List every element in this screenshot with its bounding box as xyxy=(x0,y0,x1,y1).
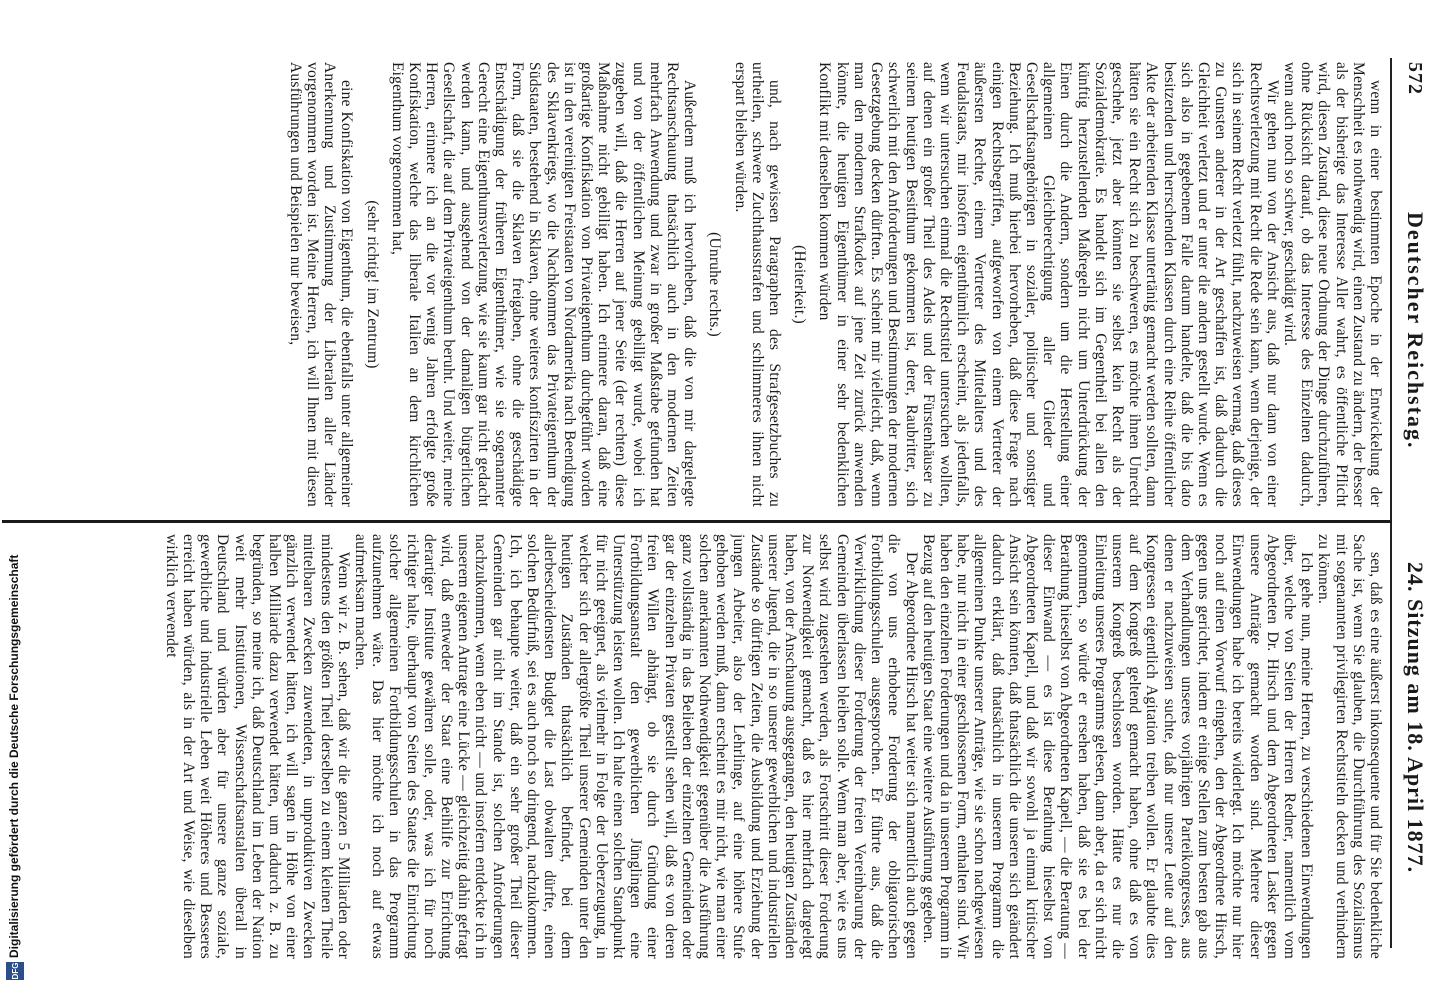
paragraph: Der Abgeordnete Hirsch hat weiter sich namentlich auch gegen die von uns erhobene Forderung der obligatorischen Fortbildungsschulen ausgesprochen. Er führte aus, daß die Verwirklichung dieser Forderung der freien Vereinbarung der Gemeinden überlassen bleiben solle. Wenn man aber, wie es uns selbst wird zugestehen werden, als Fortschritt dieser Forderung zur Notwendigkeit gemacht, daß es hier mehrfach dargelegt haben, von der Anschauung ausgegangen, den heutigen Zuständen unserer Jugend, die in so unserer gewerblichen und industriellen Zustände so dürftigen Zeiten, die Ausbildung und Erziehung der jungen Arbeiter, also der Lehrlinge, auf eine höhere Stufe gehoben werden muß, dann erscheint es mir nicht, wie man einer solchen anerkannten Nothwendigkeit gegenüber die Ausführung ganz vollständig in das Belieben der einzelnen Gemeinden oder gar der einzelnen Privaten gestellt sehen will, daß es von deren freien Willen abhängt, ob sie durch Gründung einer Fortbildungsanstalt den gewerblichen Jünglingen eine Unterstützung leisten wollen. Ich halte einen solchen Standpunkt für nicht geeignet, als vielmehr in Folge der Ueberzeugung, in welcher sich der allergrößte Theil unserer Gemeinden unter den heutigen Zuständen thatsächlich befindet, bei dem allerbescheidensten Budget die Last obwalten dürfte, einen solchen Bedürfniß, sei es auch noch so dringend, nachzukommen. Ich, ich behaupte weiter, daß ein sehr großer Theil dieser Gemeinden gar nicht im Stande ist, solchen Anforderungen nachzukommen, wenn eben nicht — und insofern entdeckte ich in unserem eigenen Antrage eine Lücke — gleichzeitig dahin gefragt wird, daß entweder der Staat eine Beihilfe zur Errichtung derartiger Institute gewähren solle, oder, was ich für noch richtiger halte, überhaupt von Seiten des Staates die Einrichtung solcher allgemeinen Fortbildungsschulen in das Programm aufzunehmen wäre. Das hier möchte ich noch auf etwas aufmerksam machen. xyxy=(352,534,920,959)
paragraph: Ich gehe nun, meine Herren, zu verschiedenen Einwendungen über, welche von Seiten der Herren Redner, namentlich vom Abgeordneten Dr. Hirsch und dem Abgeordneten Lasker gegen unsere Anträge gemacht worden sind. Mehrere dieser Einwendungen habe ich bereits widerlegt. Ich möchte nur hier noch auf einen Vorwurf eingehen, den der Abgeordnete Hirsch, gegen uns gerichtet, indem er einige Stellen zum besten gab aus dem Verhandlungen unseres vorjährigen Parteikongresses, aus denen er nachzuweisen suchte, daß nur unsere Leute auf den Kongressen eigentlich Agitation treiben wollen. Er glaubte dies auf dem Kongreß geltend gemacht haben, ohne daß es von unserem Kongreß beschlossen worden. Hätte es nur die Einleitung unseres Programms gelesen, dann aber, da er sich nicht genommen, so würde er ersehen haben, daß sie es bei der Berathung hieselbst von Abgeordneten Kapell, — die Beratung — dieser Einwand — es ist diese Berathung hieselbst von Abgeordneten Kapell, und daß wir sowohl ja einmal kritischer Ansicht sein könnten, daß thatsächlich die unseren sich geändert dadurch erklärt, daß thatsächlich in unserem Programm die allgemeinen Punkte unserer Anträge, wie sie schon nachgewiesen habe, nur nicht in einer geschlossenen Form, enthalten sind. Wir haben den einzelnen Forderungen und da in unserem Programm in Bezug auf den heutigen Staat eine weitere Ausführung gegeben. xyxy=(919,534,1316,959)
paragraph: eine Konfiskation von Eigenthum, die ebenfalls unter allgemeiner Anerkennung und Zustimmung der Liberalen aller Länder vorgenommen worden ist. Meine Herren, ich will Ihnen mit diesen Ausführungen und Beispielen nur beweisen, xyxy=(286,62,356,507)
column-divider xyxy=(2,520,1392,523)
paragraph: Wenn wir z. B. sehen, daß wir die ganzen 5 Milliarden oder mindestens den größten Theil derselben zu einem kleinen Theile mittelbaren Zwecken zuwendeten, in unproduktiven Zwecken gänzlich verwendet hätten, ich will sagen in Höhe von einer halben Milliarde dazu verwendet hätten, um dadurch z. B. zu begründen, so meine ich, daß Deutschland im Leben der Nation weit mehr Institutionen, Wissenschaftsanstalten überall in Deutschland und würden aber für unsere ganze soziale, gewerbliche und industrielle Leben weit Höheres und Besseres erreicht haben würden, als in der Art und Weise, wie dieselben wirklich verwendet xyxy=(162,534,352,959)
funding-credit: Digitalisierung gefördert durch die Deutsche Forschungsgemeinschaft xyxy=(7,554,21,958)
interjection: (Unruhe rechts.) xyxy=(706,232,724,337)
interjection: (sehr richtig! im Zentrum) xyxy=(363,200,381,369)
left-column xyxy=(4,62,1384,507)
right-column xyxy=(4,534,1384,959)
page-title: Deutscher Reichstag. xyxy=(1403,212,1428,450)
dfg-logo-icon: DFG xyxy=(6,962,24,980)
page-header xyxy=(1400,62,1430,942)
header-rule xyxy=(1390,58,1392,948)
interjection: (Heiterkeit.) xyxy=(791,245,809,324)
paragraph: Wir gehen nun von der Ansicht aus, daß nur dann von einer Rechtsverletzung mit Recht die Rede sein kann, wenn derjenige, der sich in seinem Recht verletzt fühlt, nachzuweisen vermag, daß dieses zu Gunsten anderer in der Art geschaffen ist, daß dadurch die Gleichheit verletzt und er unter die andern gestellt wurde. Wenn es sich also in gegebenem Falle darum handelte, daß die bis dato besitzenden und herrschenden Klassen durch eine Reihe öffentlicher Akte der arbeitenden Klasse untertänig gemacht werden sollten, dann hätten sie ein Recht sich zu beschweren, es möchte ihnen Unrecht geschehe, jetzt aber könnten sie selbst kein Recht als der Sozialdemokratie. Es handelt sich im Gegentheil bei allen den künftig herzustellenden Maßregeln nicht um Unterdrückung der Einen durch die Andern, sondern um die Herstellung einer allgemeinen Gleichberechtigung aller Glieder und Gesellschaftsangehörigen in sozialer, politischer und sonstiger Beziehung. Ich muß hierbei hervorheben, daß diese Frage nach einigen Rechtsbegriffen, aufgeworfen von einem Vertreter der äußersten Rechte, einem Vertreter des Mittelalters und des Feudalstaats, mir insofern eigenthümlich erscheint, als jedenfalls, wenn wir untersuchen einmal die Rechtstitel untersuchen wollten, auf denen ein großer Theil des Adels und der Fürstenhäuser zu seinem heutigen Besitthum gekommen ist, derer, Raubritter, sich schwerlich mit den Anforderungen und Bestimmungen der modernen Gesetzgebung decken dürften. Es scheint mir vielleicht, daß, wenn man den modernen Strafkodex auf jene Zeit zurück anwenden könnte, die heutigen Eigenthümer in einer sehr bedenklichen Konflikt mit denselben kommen würden xyxy=(816,62,1281,507)
paragraph: Außerdem muß ich hervorheben, daß die von mir dargelegte Rechtsanschauung thatsächlich auch in den modernen Zeiten mehrfach Anwendung und zwar in großer Maßstabe gefunden hat und von der öffentlichen Meinung gebilligt wurde, wobei ich zugeben will, daß die Herren auf jener Seite (der rechten) diese Maßnahme nicht gebilligt haben. Ich erinnere daran, daß eine großartige Konfiskation von Privateigenthum durchgeführt worden ist in den vereinigten Freistaaten von Nordamerika nach Beendigung des Sklavenkriegs, wo die Nachkommen das Privateigenthum der Südstaaten, bestehend in Sklaven, ohne weiteres konfiszirten in der Form, daß sie die Sklaven freigaben, ohne die geschädigte Entschädigung der früheren Eigenthümer, wie sie sogenannter Gerecht eine Eigenthumsverletzung, wie sie kaum gar nicht gedacht werden kann, und ausgehend von der damaligen bürgerlichen Gesellschaft, die auf dem Privateigenthum beruht. Und weiter, meine Herren, erinnere ich an die vor wenig Jahren erfolgte große Konfiskation, welche das liberale Italien an dem kirchlichen Eigenthum vorgenommen hat, xyxy=(388,62,699,507)
paragraph: und, nach gewissen Paragraphen des Strafgesetzbuches zu urtheilen, schwere Zuchthausstrafen und schlimmeres ihnen nicht erspart bleiben würden. xyxy=(731,62,784,507)
paragraph: sen, daß es eine äußerst inkonsequente und für Sie bedenkliche Sache ist, wenn Sie glauben, die Durchführung des Sozialismus mit sogenannten privilegirten Rechtstiteln decken und verhindern zu können. xyxy=(1315,534,1384,959)
credit-sidebar xyxy=(0,0,30,1000)
paragraph: wenn in einer bestimmten Epoche in der Entwickelung der Menschheit es nothwendig wird, einen Zustand zu ändern, der besser als der bisherige das Interesse Aller wahrt, es öffentliche Pflicht wird, diesen Zustand, diese neue Ordnung der Dinge durchzuführen, ohne Rücksicht darauf, ob das Interesse des Einzelnen dadurch, wenn auch noch so schwer, geschädigt wird. xyxy=(1280,62,1384,507)
page-number: 572 xyxy=(1404,62,1426,95)
session-info: 24. Sitzung am 18. April 1877. xyxy=(1403,562,1428,874)
